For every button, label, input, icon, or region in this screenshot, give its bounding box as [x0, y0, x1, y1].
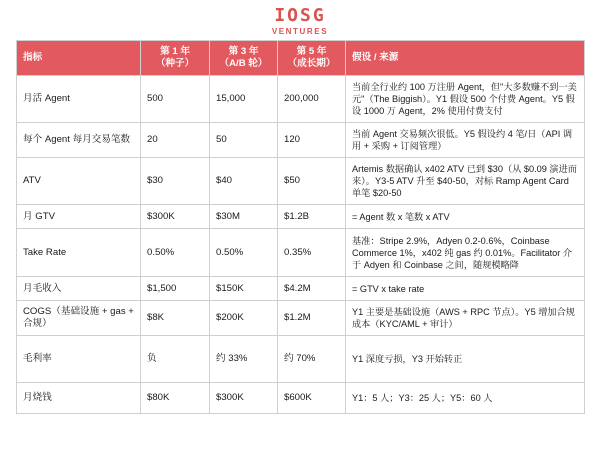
cell-notes: = Agent 数 x 笔数 x ATV — [346, 205, 585, 229]
cell-year5: 200,000 — [278, 76, 346, 123]
cell-year1: $80K — [141, 383, 210, 414]
cell-year5: $600K — [278, 383, 346, 414]
header-notes: 假设 / 来源 — [346, 41, 585, 76]
financial-projection-table — [16, 40, 585, 414]
cell-year1: $8K — [141, 301, 210, 336]
table-row — [17, 336, 585, 383]
cell-year1: 20 — [141, 123, 210, 158]
iosg-logo — [268, 6, 332, 38]
cell-year3: 约 33% — [210, 336, 278, 383]
table-row — [17, 277, 585, 301]
cell-year5: $1.2M — [278, 301, 346, 336]
cell-year3: $300K — [210, 383, 278, 414]
cell-year1: 0.50% — [141, 229, 210, 277]
cell-metric: 月烧钱 — [17, 383, 141, 414]
cell-notes: Y1 主要是基础设施（AWS + RPC 节点）。Y5 增加合规成本（KYC/AML + 审计） — [346, 301, 585, 336]
header-year5 — [278, 41, 346, 76]
cell-year1: $300K — [141, 205, 210, 229]
cell-metric: 每个 Agent 每月交易笔数 — [17, 123, 141, 158]
table-row — [17, 76, 585, 123]
cell-year3: $30M — [210, 205, 278, 229]
cell-notes: 基准：Stripe 2.9%，Adyen 0.2-0.6%，Coinbase Commerce 1%，x402 纯 gas 约 0.01%。Facilitator 介于 Adyen 和 Coinbase 之间，随规模略降 — [346, 229, 585, 277]
cell-notes: = GTV x take rate — [346, 277, 585, 301]
logo-subtitle: VENTURES — [271, 27, 329, 36]
table-row — [17, 158, 585, 205]
header-year1 — [141, 41, 210, 76]
cell-metric: ATV — [17, 158, 141, 205]
cell-notes: Y1 深度亏损，Y3 开始转正 — [346, 336, 585, 383]
cell-metric: 月 GTV — [17, 205, 141, 229]
header-year3 — [210, 41, 278, 76]
cell-metric: 毛利率 — [17, 336, 141, 383]
table-row — [17, 229, 585, 277]
header-year5-title: 第 5 年 — [296, 46, 327, 57]
table-row — [17, 301, 585, 336]
cell-metric: Take Rate — [17, 229, 141, 277]
cell-year1: $30 — [141, 158, 210, 205]
cell-notes: 当前 Agent 交易频次很低。Y5 假设约 4 笔/日（API 调用 + 采购 + 订阅管理） — [346, 123, 585, 158]
cell-year5: 0.35% — [278, 229, 346, 277]
header-year3-title: 第 3 年 — [228, 46, 259, 57]
header-year5-stage: （成长期） — [287, 58, 336, 69]
header-metric: 指标 — [17, 41, 141, 76]
header-year1-stage: （种子） — [155, 58, 195, 69]
cell-year5: 120 — [278, 123, 346, 158]
cell-year5: $50 — [278, 158, 346, 205]
cell-year5: 约 70% — [278, 336, 346, 383]
logo-mark: IOSG — [274, 5, 326, 26]
cell-year3: 0.50% — [210, 229, 278, 277]
cell-year5: $1.2B — [278, 205, 346, 229]
cell-year1: $1,500 — [141, 277, 210, 301]
cell-year1: 500 — [141, 76, 210, 123]
cell-year1: 负 — [141, 336, 210, 383]
cell-year3: $200K — [210, 301, 278, 336]
cell-year3: $150K — [210, 277, 278, 301]
cell-year5: $4.2M — [278, 277, 346, 301]
cell-notes: 当前全行业约 100 万注册 Agent，但"大多数赚不到一美元"（The Biggish）。Y1 假设 500 个付费 Agent。Y5 假设 1000 万 Agent，2% 使用付费支付 — [346, 76, 585, 123]
table-row — [17, 383, 585, 414]
header-year3-stage: （A/B 轮） — [219, 58, 268, 69]
table-row — [17, 205, 585, 229]
cell-notes: Artemis 数据确认 x402 ATV 已到 $30（从 $0.09 演进而来）。Y3-5 ATV 升至 $40-50，对标 Ramp Agent Card 单笔 $20-50 — [346, 158, 585, 205]
table-row — [17, 123, 585, 158]
table-header-row — [17, 41, 585, 76]
header-year1-title: 第 1 年 — [160, 46, 190, 57]
cell-metric: COGS（基础设施 + gas + 合规） — [17, 301, 141, 336]
cell-year3: $40 — [210, 158, 278, 205]
cell-metric: 月毛收入 — [17, 277, 141, 301]
cell-metric: 月活 Agent — [17, 76, 141, 123]
cell-notes: Y1：5 人；Y3：25 人；Y5：60 人 — [346, 383, 585, 414]
cell-year3: 50 — [210, 123, 278, 158]
cell-year3: 15,000 — [210, 76, 278, 123]
